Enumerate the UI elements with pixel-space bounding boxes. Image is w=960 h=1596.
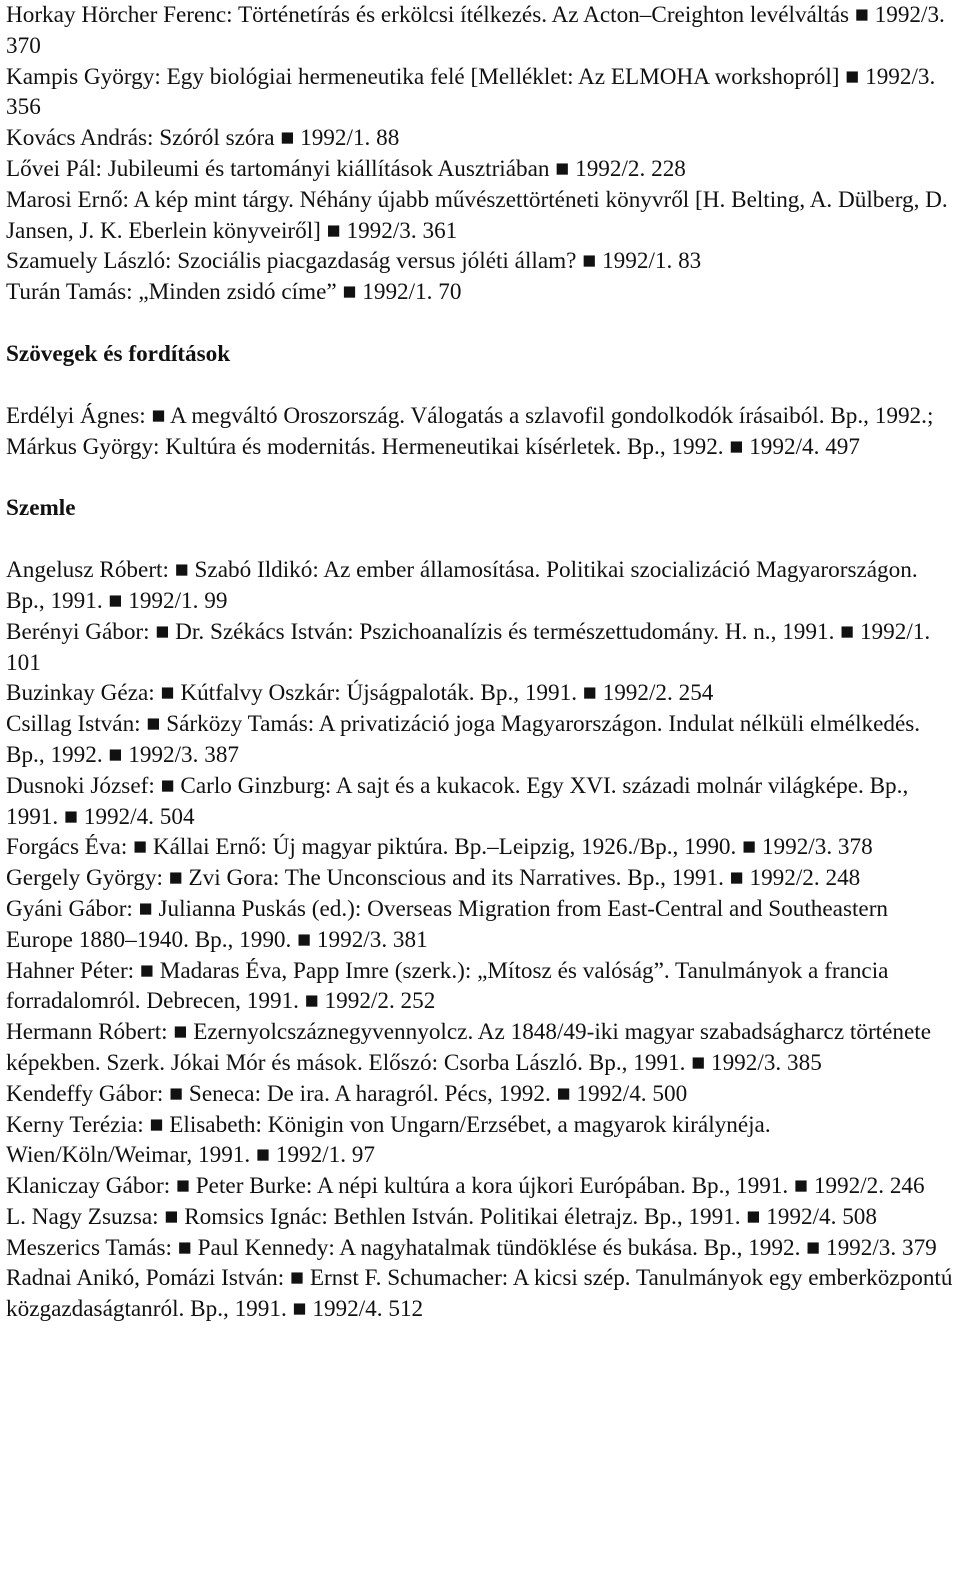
section-continued-entries — [6, 0, 954, 308]
bibliography-entry: Horkay Hörcher Ferenc: Történetírás és erkölcsi ítélkezés. Az Acton–Creighton levélváltás ■ 1992/3. 370 — [6, 2, 945, 59]
bibliography-entry: Hahner Péter: ■ Madaras Éva, Papp Imre (szerk.): „Mítosz és valóság”. Tanulmányok a francia forradalomról. Debrecen, 1991. ■ 1992/2. 252 — [6, 957, 889, 1015]
bibliography-entry: L. Nagy Zsuzsa: ■ Romsics Ignác: Bethlen István. Politikai életrajz. Bp., 1991. ■ 1992/4. 508 — [6, 1203, 877, 1230]
bibliography-entry: Turán Tamás: „Minden zsidó címe” ■ 1992/1. 70 — [6, 279, 462, 306]
bibliography-entry: Angelusz Róbert: ■ Szabó Ildikó: Az ember államosítása. Politikai szocializáció Magyarországon. Bp., 1991. ■ 1992/1. 99 — [6, 557, 918, 614]
bibliography-entry: Berényi Gábor: ■ Dr. Székács István: Pszichoanalízis és természettudomány. H. n., 1991. ■ 1992/1. 101 — [6, 618, 931, 676]
bibliography-entry: Lővei Pál: Jubileumi és tartományi kiállítások Ausztriában ■ 1992/2. 228 — [6, 155, 686, 182]
bibliography-entry: Gergely György: ■ Zvi Gora: The Unconscious and its Narratives. Bp., 1991. ■ 1992/2. 248 — [6, 865, 861, 892]
bibliography-entry: Marosi Ernő: A kép mint tárgy. Néhány újabb művészettörténeti könyvről [H. Belting, A. Dülberg, D. Jansen, J. K. Eberlein könyveiről] ■ 1992/3. 361 — [6, 186, 948, 244]
bibliography-entry: Dusnoki József: ■ Carlo Ginzburg: A sajt és a kukacok. Egy XVI. századi molnár világképe. Bp., 1991. ■ 1992/4. 504 — [6, 772, 909, 830]
bibliography-entry: Buzinkay Géza: ■ Kútfalvy Oszkár: Újságpaloták. Bp., 1991. ■ 1992/2. 254 — [6, 680, 714, 707]
bibliography-entry: Forgács Éva: ■ Kállai Ernő: Új magyar piktúra. Bp.–Leipzig, 1926./Bp., 1990. ■ 1992/3. 378 — [6, 834, 873, 861]
section-texts-and-translations — [6, 339, 954, 462]
section-heading: Szövegek és fordítások — [6, 340, 231, 367]
bibliography-entry: Szamuely László: Szociális piacgazdaság versus jóléti állam? ■ 1992/1. 83 — [6, 248, 702, 275]
bibliography-entry: Kerny Terézia: ■ Elisabeth: Königin von Ungarn/Erzsébet, a magyarok királynéja. Wien/Köln/Weimar, 1991. ■ 1992/1. 97 — [6, 1111, 771, 1169]
bibliography-entry: Kampis György: Egy biológiai hermeneutika felé [Melléklet: Az ELMOHA workshopról] ■ 1992/3. 356 — [6, 63, 936, 121]
section-review — [6, 493, 954, 1325]
bibliography-entry: Radnai Anikó, Pomázi István: ■ Ernst F. Schumacher: A kicsi szép. Tanulmányok egy emberközpontú közgazdaságtanról. Bp., 1991. ■ 1992/4. 512 — [6, 1265, 953, 1323]
bibliography-entry: Erdélyi Ágnes: ■ A megváltó Oroszország. Válogatás a szlavofil gondolkodók írásaiból. Bp., 1992.; Márkus György: Kultúra és modernitás. Hermeneutikai kísérletek. Bp., 1992. ■ 1992/4. 497 — [6, 402, 934, 460]
bibliography-entry: Kovács András: Szóról szóra ■ 1992/1. 88 — [6, 125, 400, 152]
bibliography-entry: Kendeffy Gábor: ■ Seneca: De ira. A haragról. Pécs, 1992. ■ 1992/4. 500 — [6, 1080, 688, 1107]
bibliography-entry: Gyáni Gábor: ■ Julianna Puskás (ed.): Overseas Migration from East-Central and Southeastern Europe 1880–1940. Bp., 1990. ■ 1992/3. 381 — [6, 895, 889, 953]
bibliography-entry: Csillag István: ■ Sárközy Tamás: A privatizáció joga Magyarországon. Indulat nélküli elmélkedés. Bp., 1992. ■ 1992/3. 387 — [6, 711, 921, 768]
bibliography-entry: Meszerics Tamás: ■ Paul Kennedy: A nagyhatalmak tündöklése és bukása. Bp., 1992. ■ 1992/3. 379 — [6, 1234, 937, 1261]
bibliography-entry: Klaniczay Gábor: ■ Peter Burke: A népi kultúra a kora újkori Európában. Bp., 1991. ■ 1992/2. 246 — [6, 1173, 925, 1200]
bibliography-entry: Hermann Róbert: ■ Ezernyolcszáznegyvennyolcz. Az 1848/49-iki magyar szabadságharcz története képekben. Szerk. Jókai Mór és mások. Előszó: Csorba László. Bp., 1991. ■ 1992/3. 385 — [6, 1019, 932, 1076]
section-heading: Szemle — [6, 495, 76, 522]
